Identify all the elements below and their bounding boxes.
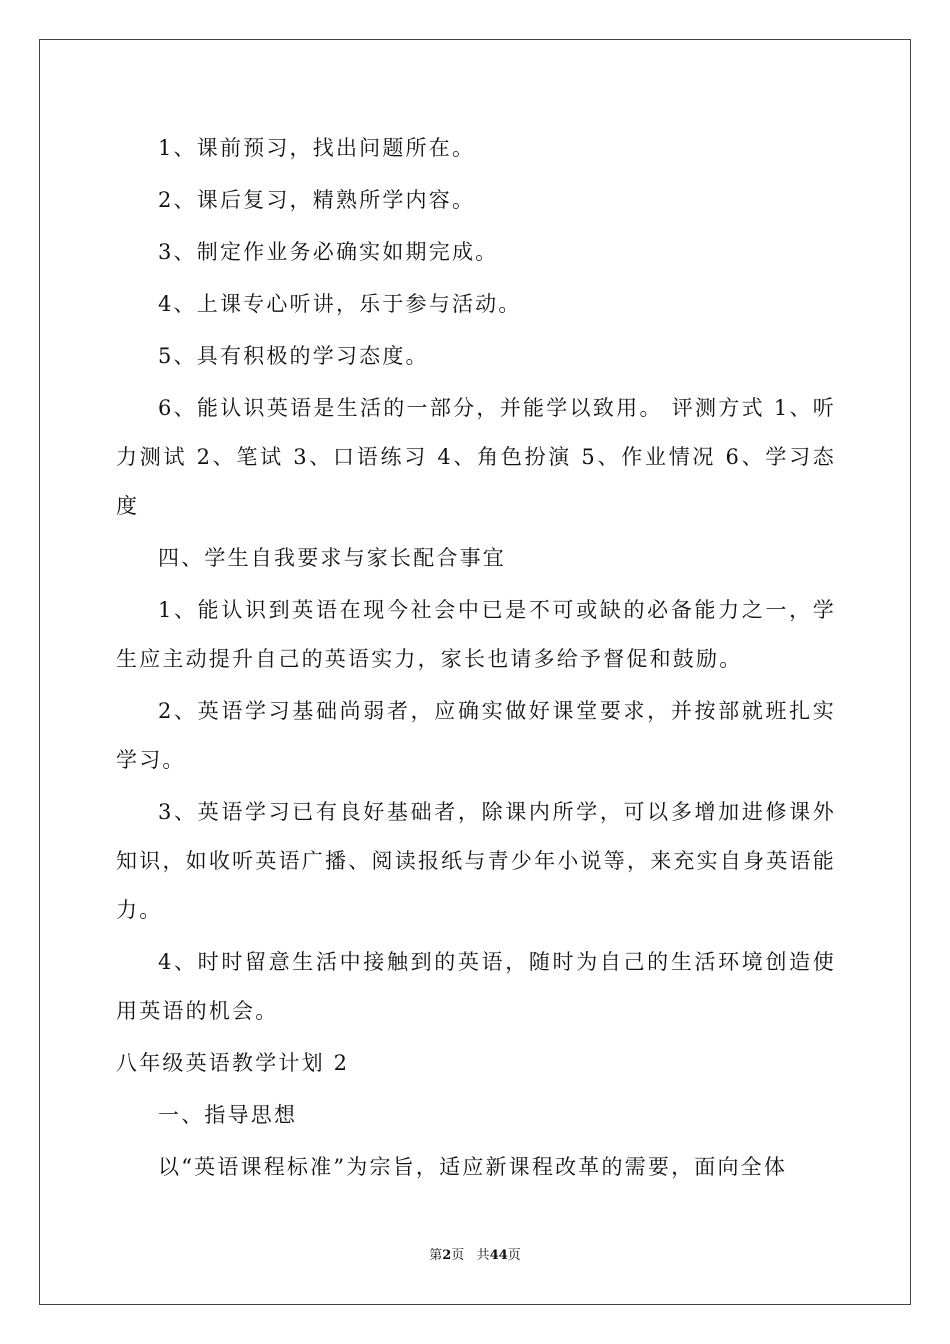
paragraph-2: 2、课后复习，精熟所学内容。 — [158, 188, 476, 212]
document-title-2: 八年级英语教学计划 2 — [116, 1051, 350, 1075]
paragraph-6-evaluation: 6、能认识英语是生活的一部分，并能学以致用。 评测方式 1、听力测试 2、笔试 3、口语练习 4、角色扮演 5、作业情况 6、学习态度 — [116, 396, 836, 518]
page-footer — [0, 1244, 950, 1263]
paragraph-requirement-2: 2、英语学习基础尚弱者，应确实做好课堂要求，并按部就班扎实学习。 — [116, 699, 836, 772]
section-heading-4: 四、学生自我要求与家长配合事宜 — [158, 546, 506, 570]
footer-current-page: 2 — [442, 1248, 452, 1263]
footer-prefix: 第 — [429, 1248, 443, 1263]
paragraph-5: 5、具有积极的学习态度。 — [158, 344, 429, 368]
footer-total-prefix: 共 — [476, 1248, 490, 1263]
paragraph-1: 1、课前预习，找出问题所在。 — [158, 136, 476, 160]
footer-page-suffix: 页 — [451, 1248, 465, 1263]
document-body — [116, 124, 836, 1195]
footer-total-suffix: 页 — [507, 1248, 521, 1263]
footer-total-pages: 44 — [489, 1248, 508, 1263]
section-heading-1: 一、指导思想 — [158, 1103, 298, 1127]
paragraph-guiding-thought: 以“英语课程标准”为宗旨，适应新课程改革的需要，面向全体 — [158, 1155, 788, 1179]
paragraph-3: 3、制定作业务必确实如期完成。 — [158, 240, 499, 264]
paragraph-requirement-3: 3、英语学习已有良好基础者，除课内所学，可以多增加进修课外知识，如收听英语广播、阅读报纸与青少年小说等，来充实自身英语能力。 — [116, 800, 836, 922]
paragraph-requirement-4: 4、时时留意生活中接触到的英语，随时为自己的生活环境创造使用英语的机会。 — [116, 950, 836, 1023]
paragraph-requirement-1: 1、能认识到英语在现今社会中已是不可或缺的必备能力之一，学生应主动提升自己的英语实力，家长也请多给予督促和鼓励。 — [116, 598, 836, 671]
paragraph-4: 4、上课专心听讲，乐于参与活动。 — [158, 292, 522, 316]
